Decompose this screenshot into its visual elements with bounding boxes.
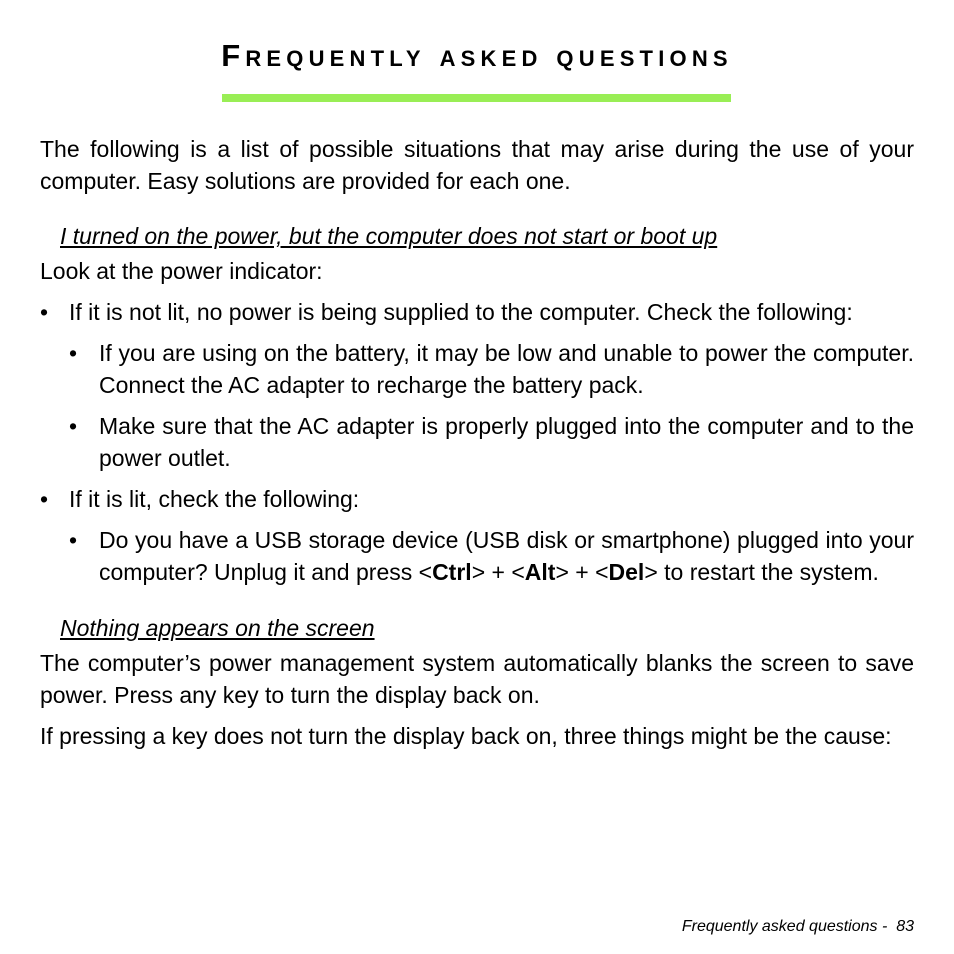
section-heading-screen: Nothing appears on the screen: [60, 615, 375, 641]
bullet-icon: •: [40, 299, 49, 325]
bullet-icon: •: [69, 527, 78, 553]
bullet-icon: •: [69, 413, 78, 439]
power-bullet-list: [40, 296, 914, 588]
list-item: [69, 337, 914, 401]
section-heading-power: I turned on the power, but the computer does not start or boot up: [60, 223, 718, 249]
bullet-icon: •: [40, 486, 49, 512]
sub-bullet-text-usb: [99, 527, 914, 585]
title-underline-rule: [222, 94, 731, 102]
sub-bullet-text-battery: If you are using on the battery, it may be low and unable to power the computer. Connect the AC adapter to recharge the battery pack.: [99, 340, 914, 398]
not-lit-sub-list: [69, 337, 914, 474]
intro-paragraph: The following is a list of possible situations that may arise during the use of your computer. Easy solutions are provided for each one.: [40, 136, 914, 194]
list-item: [69, 524, 914, 588]
usb-text-after: > to restart the system.: [644, 559, 879, 585]
key-alt: Alt: [524, 559, 556, 585]
lit-sub-list: [69, 524, 914, 588]
bullet-icon: •: [69, 340, 78, 366]
usb-text-before: Do you have a USB storage device (USB disk or smartphone) plugged into your computer? Unplug it and press <: [99, 527, 914, 585]
key-ctrl: Ctrl: [432, 559, 472, 585]
list-item: [40, 296, 914, 474]
usb-text-mid1: > + <: [471, 559, 525, 585]
bullet-text-lit: If it is lit, check the following:: [69, 486, 360, 512]
page-footer: [682, 917, 914, 937]
bullet-text-not-lit: If it is not lit, no power is being supplied to the computer. Check the following:: [69, 299, 853, 325]
list-item: [69, 410, 914, 474]
page-number: 83: [896, 918, 914, 935]
footer-label: Frequently asked questions -: [681, 918, 892, 935]
list-item: [40, 483, 914, 588]
sub-bullet-text-adapter: Make sure that the AC adapter is properly plugged into the computer and to the power outlet.: [99, 413, 914, 471]
screen-paragraph-causes: If pressing a key does not turn the display back on, three things might be the cause:: [40, 723, 892, 749]
usb-text-mid2: > + <: [555, 559, 609, 585]
page-body: [40, 133, 914, 761]
screen-paragraph-power-mgmt: The computer’s power management system automatically blanks the screen to save power. Press any key to turn the display back on.: [40, 650, 914, 708]
page-title: Frequently asked questions: [221, 38, 733, 73]
key-del: Del: [608, 559, 645, 585]
power-lead-text: Look at the power indicator:: [40, 258, 323, 284]
